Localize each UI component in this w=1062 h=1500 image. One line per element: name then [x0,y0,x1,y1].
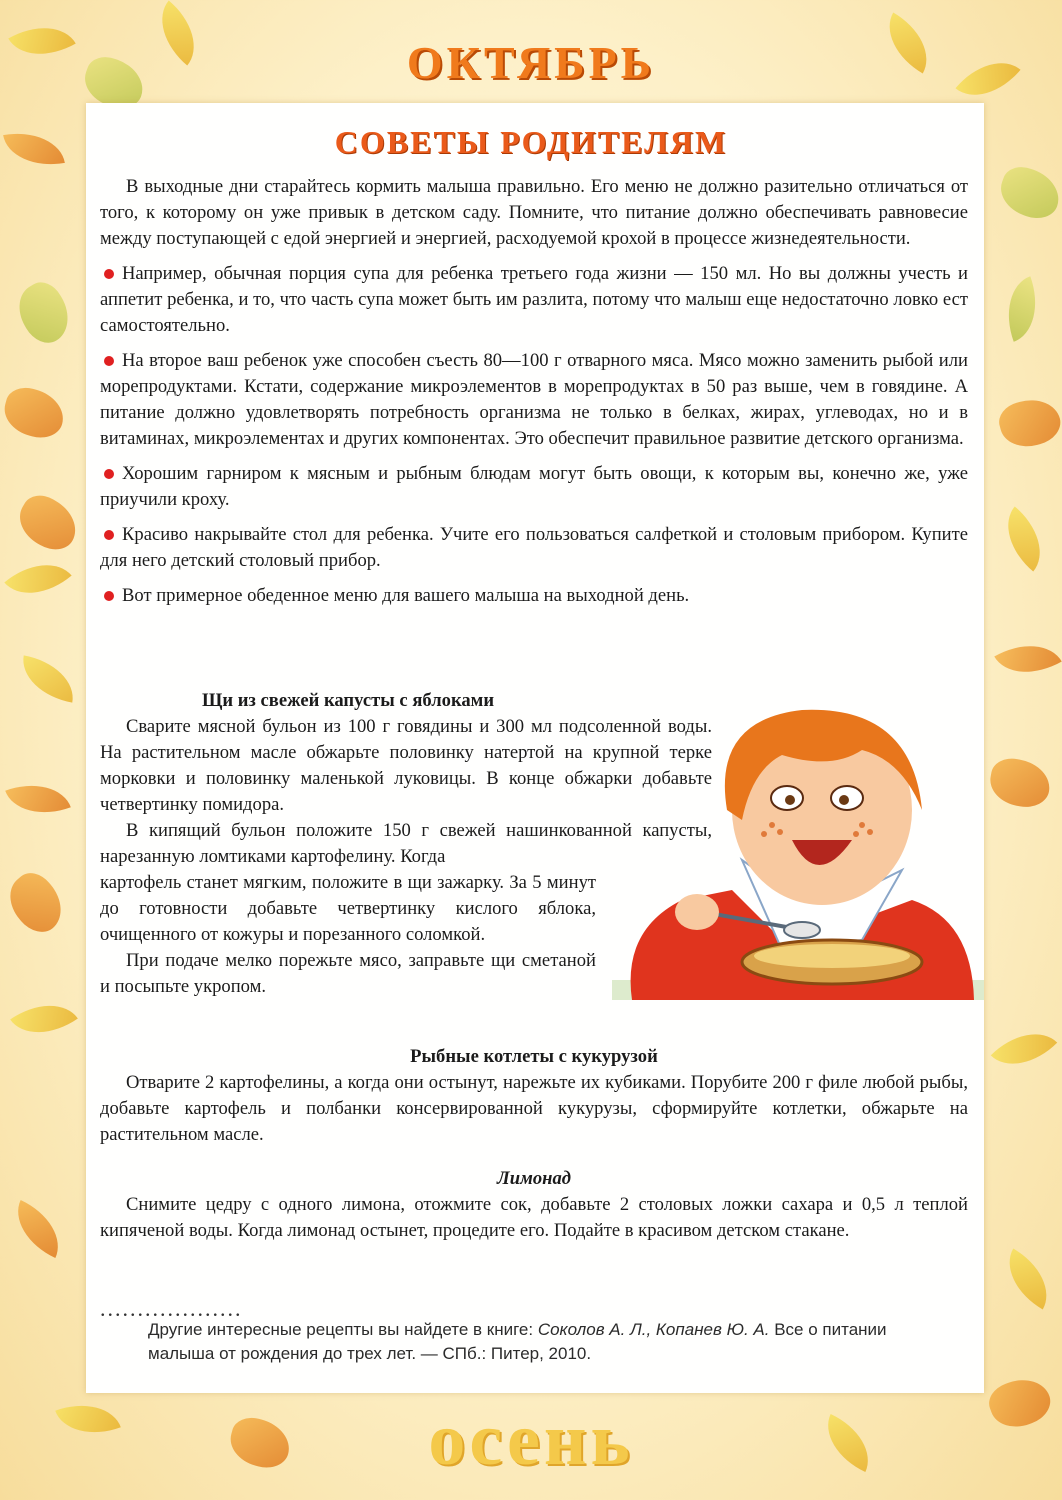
bullet-dot-icon [104,591,114,601]
bullet-dot-icon [104,469,114,479]
advice-block [100,174,968,618]
page-subtitle: СОВЕТЫ РОДИТЕЛЯМ [334,124,728,160]
bullet-dot-icon [104,269,114,279]
recipe-paragraph: В кипящий бульон положите 150 г свежей нашинкованной капусты, нарезанную ломтиками картофелину. Когда [100,820,712,867]
leaf-icon [11,488,86,558]
recipe-lemonade [100,1166,968,1244]
child-eating-illustration [612,700,984,1016]
month-title: ОКТЯБРЬ [406,37,656,88]
recipe-fish-cutlets [100,1044,968,1148]
intro-paragraph: В выходные дни старайтесь кормить малыша правильно. Его меню не должно разительно отличаться от того, к которому он уже привык в детском саду. Помните, что питание должно обеспечивать равновесие между поступающей с едой энергией и энергией, расходуемой крохой в процессе жизнедеятельности. [100,176,968,249]
recipe-title: Лимонад [497,1168,571,1189]
leaf-icon [4,546,71,611]
leaf-icon [994,161,1062,225]
recipe-title: Щи из свежей капусты с яблоками [201,690,495,711]
footnote-authors: Соколов А. Л., Копанев Ю. А. [537,1320,770,1339]
footnote: Другие интересные рецепты вы найдете в книге: Соколов А. Л., Копанев Ю. А. Все о питании малыша от рождения до трех лет. — СПб.: Питер, 2010. [148,1320,887,1363]
recipe-paragraph: Снимите цедру с одного лимона, отожмите сок, добавьте 2 столовых ложки сахара и 0,5 л теплой кипяченой воды. Когда лимонад остынет, процедите его. Подайте в красивом детском стакане. [100,1194,968,1241]
leaf-icon [10,987,78,1050]
recipe-paragraph: Сварите мясной бульон из 100 г говядины и 300 мл подсоленной воды. На растительном масле обжарьте половинку натертой на крупной терке морковки и половинку маленькой луковицы. В конце обжарки добавьте четвертинку помидора. [100,716,712,815]
recipe-paragraph: Отварите 2 картофелины, а когда они остынут, нарежьте их кубиками. Порубите 200 г филе любой рыбы, добавьте картофель и полбанки консервированной кукурузы, сформируйте котлетки, обжарьте на растительном масле. [100,1072,968,1145]
leaf-icon [991,1016,1057,1082]
leaf-icon [9,276,79,351]
leaf-icon [0,865,73,941]
leaf-icon [994,1249,1061,1310]
recipe-title: Рыбные котлеты с кукурузой [410,1046,658,1067]
leaf-icon [986,755,1053,811]
leaf-icon [5,1200,72,1258]
bullet-item: Хорошим гарниром к мясным и рыбным блюдам могут быть овощи, к которым вы, конечно же, уже приучили кроху. [100,463,968,510]
bullet-item: Красиво накрывайте стол для ребенка. Учите его пользоваться салфеткой и столовым прибором. Купите для него детский столовый прибор. [100,524,968,571]
leaf-icon [0,383,69,443]
recipe-paragraph: При подаче мелко порежьте мясо, заправьте щи сметаной и посыпьте укропом. [100,950,596,997]
leaf-icon [990,506,1057,571]
leaf-icon [995,393,1062,453]
leaf-icon [994,629,1061,690]
leaf-icon [995,276,1050,342]
season-title: осень [428,1399,634,1481]
bullet-dot-icon [104,530,114,540]
leaf-icon [17,655,79,702]
leaf-icon [5,772,71,827]
bullet-item: Вот примерное обеденное меню для вашего малыша на выходной день. [100,583,968,609]
recipe-paragraph: картофель станет мягким, положите в щи зажарку. За 5 минут до готовности добавьте четвертинку кислого яблока, очищенного от кожуры и порезанного соломкой. [100,872,596,945]
bullet-dot-icon [104,356,114,366]
bullet-item: Например, обычная порция супа для ребенка третьего года жизни — 150 мл. Но вы должны учесть и аппетит ребенка, и то, что часть супа может быть им разлита, потому что малыш еще недостаточно ловко ест самостоятельно. [100,263,968,336]
bullet-item: На второе ваш ребенок уже способен съесть 80—100 г отварного мяса. Мясо можно заменить рыбой или морепродуктами. Кстати, содержание микроэлементов в морепродуктах в 50 раз выше, чем в говядине. А питание должно удовлетворять потребность организма не только в белках, жирах, углеводах, но и в витаминах, микроэлементах и других компонентах. Это обеспечит правильное развитие детского организма. [100,350,968,449]
footnote-separator: ................... [100,1296,243,1321]
